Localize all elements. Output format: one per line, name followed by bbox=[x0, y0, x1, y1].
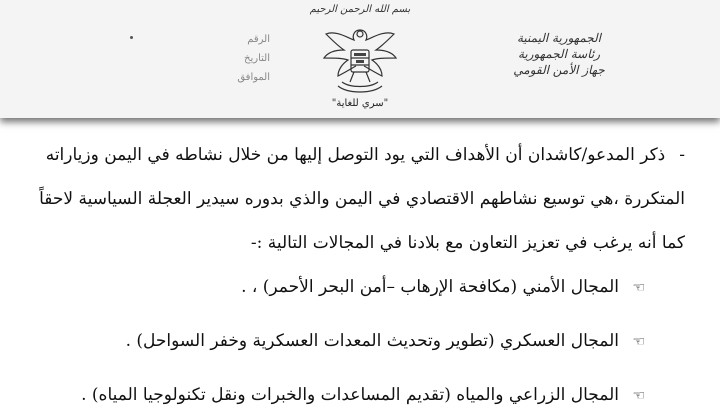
basmala: بسم الله الرحمن الرحيم bbox=[309, 4, 411, 15]
pointing-hand-icon: ☜ bbox=[632, 388, 645, 404]
document-body bbox=[39, 140, 685, 405]
letterhead bbox=[0, 0, 720, 118]
pointing-hand-icon: ☜ bbox=[632, 280, 645, 296]
paragraph-text: المتكررة ،هي توسيع نشاطهم الاقتصادي في اليمن والذي بدوره سيدير العجلة السياسية لاحقاً bbox=[39, 189, 685, 209]
list-item-text: المجال العسكري (تطوير وتحديث المعدات العسكرية وخفر السواحل) . bbox=[125, 331, 619, 351]
meta-corresponding-label: الموافق bbox=[237, 72, 270, 83]
authority-line-presidency: رئاسة الجمهورية bbox=[517, 47, 601, 61]
eagle-emblem-icon bbox=[318, 16, 402, 100]
authority-line-agency: جهاز الأمن القومي bbox=[513, 63, 605, 77]
authority-line-republic: الجمهورية اليمنية bbox=[516, 31, 601, 45]
reference-fields bbox=[150, 30, 270, 87]
list-item-text: المجال الزراعي والمياه (تقديم المساعدات والخبرات ونقل تكنولوجيا المياه) . bbox=[81, 385, 619, 405]
list-item-agriculture bbox=[81, 380, 685, 405]
list-item-security bbox=[95, 272, 685, 326]
stray-dot bbox=[130, 36, 133, 39]
issuing-authority bbox=[495, 30, 623, 78]
classification-label: "سري للغاية" bbox=[331, 98, 389, 109]
pointing-hand-icon: ☜ bbox=[632, 334, 645, 350]
paragraph-line bbox=[39, 184, 685, 228]
paragraph-dash: - bbox=[679, 145, 685, 165]
list-item-text: المجال الأمني (مكافحة الإرهاب –أمن البحر الأحمر) ، . bbox=[241, 277, 619, 297]
meta-date-label: التاريخ bbox=[244, 53, 270, 64]
paragraph-text: ذكر المدعو/كاشدان أن الأهداف التي يود التوصل إليها من خلال نشاطه في اليمن وزياراته bbox=[45, 145, 666, 165]
paragraph-line bbox=[45, 140, 685, 184]
paragraph-text: كما أنه يرغب في تعزيز التعاون مع بلادنا في المجالات التالية :- bbox=[250, 233, 685, 253]
list-item-military bbox=[95, 326, 685, 380]
meta-number-label: الرقم bbox=[247, 34, 270, 45]
paragraph-line bbox=[95, 228, 685, 272]
